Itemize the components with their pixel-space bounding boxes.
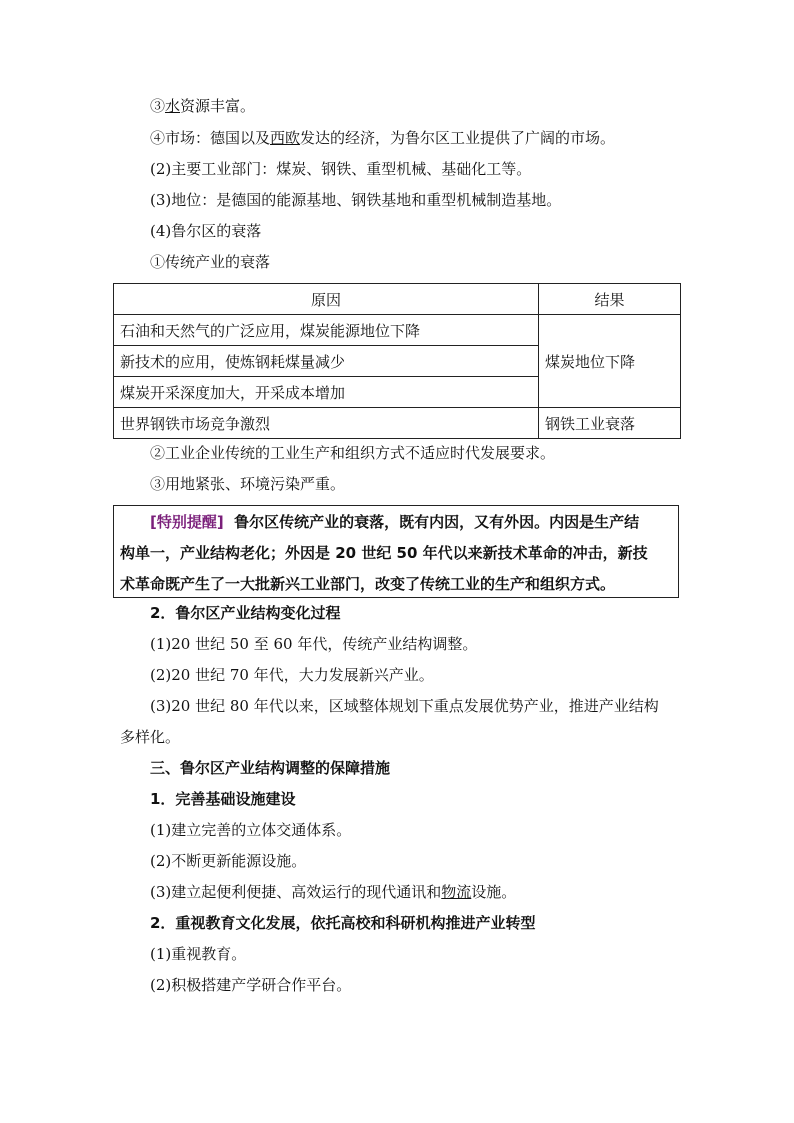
table-cell-result: 钢铁工业衰落 (539, 408, 681, 439)
text-line: (1)重视教育。 (150, 945, 247, 963)
subsection-heading: 2．重视教育文化发展，依托高校和科研机构推进产业转型 (150, 914, 536, 932)
decline-causes-table (113, 283, 681, 439)
table-cell-reason: 世界钢铁市场竞争激烈 (114, 408, 539, 439)
subsection-heading: 1．完善基础设施建设 (150, 790, 296, 808)
text-line: ④市场：德国以及西欧发达的经济，为鲁尔区工业提供了广阔的市场。 (150, 129, 616, 147)
text-line: ①传统产业的衰落 (150, 253, 271, 271)
tip-line: 构单一，产业结构老化；外因是 20 世纪 50 年代以来新技术革命的冲击，新技 (120, 544, 648, 562)
text-line: (2)主要工业部门：煤炭、钢铁、重型机械、基础化工等。 (150, 160, 532, 178)
table-cell-reason: 新技术的应用，使炼钢耗煤量减少 (114, 346, 539, 377)
table-cell-result: 煤炭地位下降 (539, 315, 681, 408)
section-heading: 三、鲁尔区产业结构调整的保障措施 (150, 759, 391, 777)
table-row (114, 408, 681, 439)
text-line: (3)建立起便利便捷、高效运行的现代通讯和物流设施。 (150, 883, 517, 901)
table-header-result: 结果 (539, 284, 681, 315)
table-row (114, 315, 681, 346)
text-line: (3)地位：是德国的能源基地、钢铁基地和重型机械制造基地。 (150, 191, 562, 209)
special-reminder-box (113, 505, 679, 598)
text-line: ③水资源丰富。 (150, 97, 256, 115)
text-line: (1)20 世纪 50 至 60 年代，传统产业结构调整。 (150, 635, 478, 653)
text-line: (2)不断更新能源设施。 (150, 852, 307, 870)
table-header-row (114, 284, 681, 315)
text-line: (1)建立完善的立体交通体系。 (150, 821, 352, 839)
table-header-reason: 原因 (114, 284, 539, 315)
tip-line: 术革命既产生了一大批新兴工业部门，改变了传统工业的生产和组织方式。 (120, 575, 616, 593)
text-line: (3)20 世纪 80 年代以来，区域整体规划下重点发展优势产业，推进产业结构 (150, 697, 659, 715)
table-cell-reason: 煤炭开采深度加大，开采成本增加 (114, 377, 539, 408)
text-line: 多样化。 (120, 728, 181, 746)
table-cell-reason: 石油和天然气的广泛应用，煤炭能源地位下降 (114, 315, 539, 346)
text-line: (4)鲁尔区的衰落 (150, 222, 262, 240)
section-heading: 2．鲁尔区产业结构变化过程 (150, 604, 341, 622)
text-line: (2)积极搭建产学研合作平台。 (150, 976, 352, 994)
tip-label: [特别提醒] (150, 513, 224, 531)
text-line: ②工业企业传统的工业生产和组织方式不适应时代发展要求。 (150, 444, 556, 462)
tip-line: [特别提醒] 鲁尔区传统产业的衰落，既有内因，又有外因。内因是生产结 (150, 513, 640, 531)
text-line: (2)20 世纪 70 年代，大力发展新兴产业。 (150, 666, 434, 684)
text-line: ③用地紧张、环境污染严重。 (150, 475, 346, 493)
